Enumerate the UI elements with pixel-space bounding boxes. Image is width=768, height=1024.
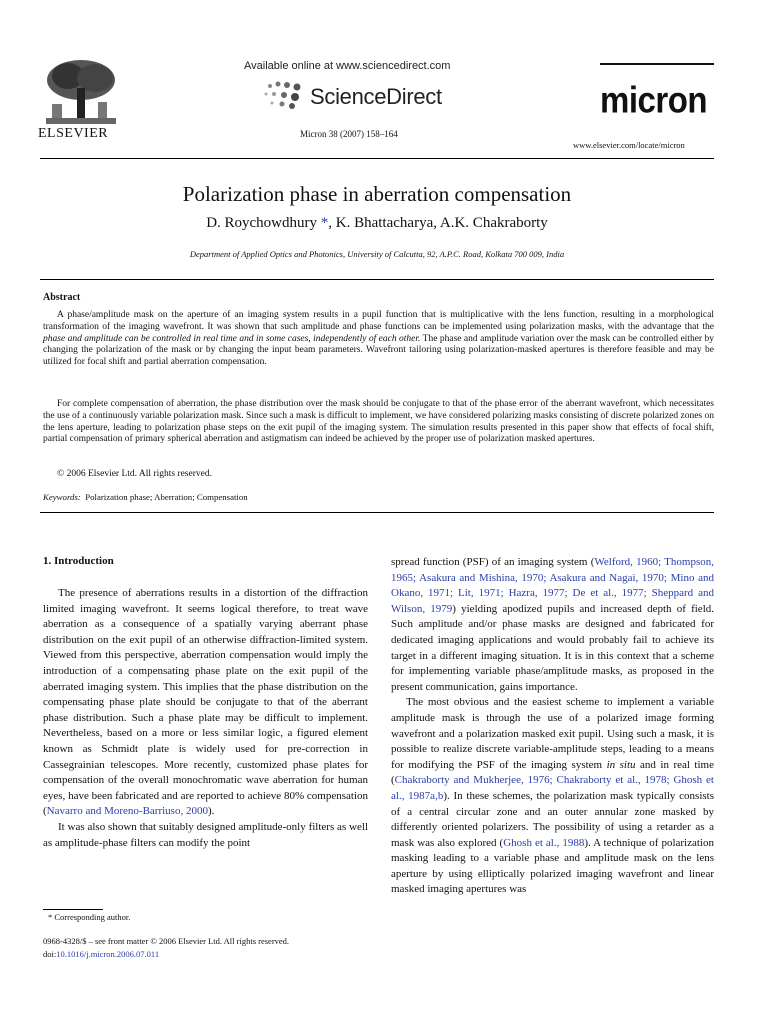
- author-rest: , K. Bhattacharya, A.K. Chakraborty: [328, 215, 548, 231]
- keywords-label: Keywords:: [43, 492, 81, 502]
- author-affiliation: Department of Applied Optics and Photonics, University of Calcutta, 92, A.P.C. Road, Kolkata 700 009, India: [189, 249, 565, 259]
- intro-r2-text: The most obvious and the easiest scheme to implement a variable amplitude mask is through the use of a polarized image forming wavefront and a polarization masked exit pupil. Using such a mask, it is possible to realize discrete variable-amplitude steps, leading to a means for modifying the PSF of the imaging system: [391, 696, 714, 771]
- intro-r2-text-d: ). A technique of polarization masking leading to a variable phase and amplitude mask on the lens aperture by using elliptically polarized imaging wavefront and linear masked imaging apertures was: [391, 836, 714, 896]
- abstract-p1-text-b: The phase and amplitude variation over the mask can be controlled either by changing the polarization of the mask or by changing the input beam parameters. Wavefront tailoring using polarization-masked apertures is therefore feasible and may be utilized for focal shift and partial aberration compensation.: [43, 333, 714, 368]
- intro-paragraph-1: [43, 586, 368, 820]
- doi-line: [43, 949, 159, 959]
- sciencedirect-logo-text: ScienceDirect: [310, 84, 442, 109]
- citation-link[interactable]: Chakraborty and Mukherjee, 1976; Chakraborty et al., 1978; Ghosh et al., 1987a,b: [391, 774, 714, 802]
- intro-p1-text: The presence of aberrations results in a distortion of the diffraction limited imaging wavefront. It seems logical therefore, to treat wave aberration as a consequence of a spatially varying aberrant phase distribution on the exit pupil of an otherwise diffraction-limited system. Viewed from this perspective, aberration compensation would imply the introduction of a compensating phase plate on the exit pupil of the aberrated imaging system. This implies that the phase distribution on the compensating phase plate should be conjugate to that of the aberrant phase distribution. Such a phase plate may be difficult to implement. Nevertheless, based on a more or less similar logic, a figured element known as Schmidt plate is widely used for pre-correction in Cassegrainian telescopes. More recently, customized phase plates for compensation of the overall monochromatic wave aberration for human eyes, have been fabricated and are reported to achieve 80% compensation (: [43, 587, 368, 818]
- intro-paragraph-3: [391, 695, 714, 898]
- title-divider: [40, 279, 714, 280]
- sciencedirect-dots-icon: [262, 80, 308, 110]
- front-matter-line: 0968-4328/$ – see front matter © 2006 Elsevier Ltd. All rights reserved.: [43, 936, 290, 946]
- citation-link[interactable]: Navarro and Moreno-Barriuso, 2000: [46, 805, 208, 818]
- journal-header-rule: [600, 63, 714, 65]
- intro-r2-italic: in situ: [606, 758, 636, 771]
- article-title: Polarization phase in aberration compensation: [182, 182, 572, 206]
- left-column: [43, 586, 368, 851]
- intro-paragraph-2-continued: [391, 555, 714, 695]
- corresponding-author-footnote: * Corresponding author.: [48, 912, 131, 922]
- footnote-rule: [43, 909, 103, 910]
- right-column: [391, 555, 714, 898]
- abstract-heading: Abstract: [43, 292, 81, 303]
- doi-label: doi:: [43, 949, 57, 959]
- abstract-p1-italic: phase and amplitude can be controlled in real time and in some cases, independently of each other.: [43, 333, 421, 344]
- keywords-list: Polarization phase; Aberration; Compensation: [85, 492, 248, 502]
- author-list: [40, 215, 714, 232]
- intro-r2-text-c: ). In these schemes, the polarization mask typically consists of a central circular zone and an outer annular zone masked by differently oriented polarizers. The possibility of using a retarder as a mask was also explored (: [391, 789, 714, 849]
- abstract-paragraph-1: [43, 310, 714, 369]
- journal-url-link[interactable]: www.elsevier.com/locate/micron: [573, 140, 685, 150]
- abstract-p1-text-a: A phase/amplitude mask on the aperture of an imaging system results in a pupil function that is multiplicative with the lens function, resulting in a morphological transformation of the imaging wavefront. It was shown that such amplitude and phase functions can be implemented using polarization masks, with the advantage that the: [43, 310, 714, 332]
- intro-r1-text-end: ) yielding apodized pupils and increased depth of field. Such amplitude and/or phase masks are designed and fabricated for dedicated imaging applications and would probably fail to achieve its target in a different imaging situation. It is in this context that a scheme for implementing variable phase/amplitude masks, as proposed in the present communication, gains importance.: [391, 602, 714, 693]
- author-first: D. Roychowdhury: [206, 215, 318, 231]
- journal-name: micron: [600, 79, 708, 121]
- intro-r1-text: spread function (PSF) of an imaging system (: [391, 556, 595, 568]
- abstract-paragraph-2: For complete compensation of aberration, the phase distribution over the mask should be conjugate to that of the phase error of the aberrant wavefront, which necessitates the use of a continuously variable polarization mask. Since such a mask is difficult to implement, we have considered polarizing masks consisting of discrete polarized zones on the lens aperture, leading to polarization phase steps on the exit pupil of the imaging system. The simulation results presented in this paper show that effects of focal shift, partial compensation of primary spherical aberration and astigmatism can indeed be achieved by the proper use of polarization masked apertures.: [43, 399, 714, 445]
- available-online-text: Available online at www.sciencedirect.com: [244, 60, 451, 72]
- citation-link[interactable]: Welford, 1960; Thompson, 1965; Asakura and Mishina, 1970; Asakura and Nagai, 1970; Mino and Okano, 1971; Lit, 1971; Hazra, 1977; De et al., 1977; Sheppard and Wilson, 1979: [391, 556, 714, 615]
- intro-r2-text-b: and in real time (: [391, 758, 714, 787]
- journal-citation: Micron 38 (2007) 158–164: [300, 129, 398, 139]
- abstract-divider: [40, 512, 714, 513]
- citation-link[interactable]: Ghosh et al., 1988: [503, 836, 585, 849]
- intro-p1-text-end: ).: [207, 805, 215, 818]
- corresponding-author-mark[interactable]: *: [317, 215, 329, 231]
- header-divider: [40, 158, 714, 159]
- publisher-name: ELSEVIER: [38, 126, 109, 141]
- keywords-line: [43, 492, 248, 502]
- intro-paragraph-2: It was also shown that suitably designed amplitude-only filters as well as amplitude-phase filters can modify the point: [43, 820, 368, 849]
- doi-link[interactable]: 10.1016/j.micron.2006.07.011: [56, 949, 160, 959]
- abstract-copyright: © 2006 Elsevier Ltd. All rights reserved.: [57, 469, 212, 479]
- section-heading-introduction: 1. Introduction: [43, 555, 114, 567]
- elsevier-tree-logo: [40, 58, 122, 130]
